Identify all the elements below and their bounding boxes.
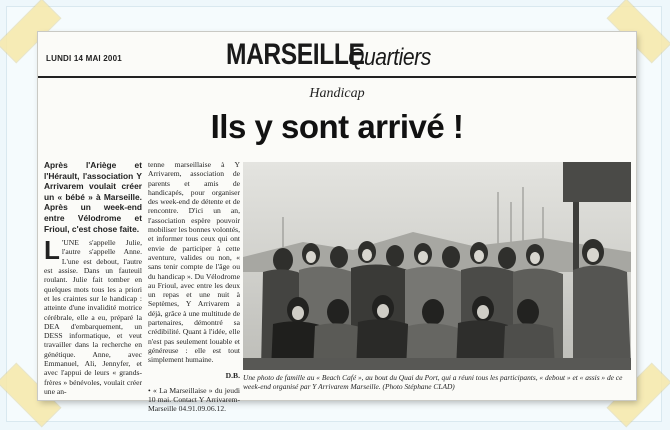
article-column-1 bbox=[44, 160, 142, 396]
drop-cap: L bbox=[44, 235, 60, 266]
group-photo bbox=[243, 162, 631, 370]
author-signature: D.B. bbox=[225, 370, 240, 380]
section-masthead bbox=[226, 38, 431, 72]
section-subtitle: Quartiers bbox=[348, 44, 431, 71]
section-title: MARSEILLE bbox=[226, 38, 365, 71]
masthead-rule bbox=[38, 76, 636, 78]
article-body-1-text: 'UNE s'appelle Julie, l'autre s'appelle Anne. L'une est debout, l'autre est assise. Dans un fauteuil roulant. Julie fait tomber en quelques mots tous les a priori et les craintes sur le handicap : atteinte d'une invalidité motrice cérébrale, elle a eu, préparé la DEA d'embarquement, un DESS informatique, et veut travailler dans la recherche en génétique. Anne, avec Emmanuel, Ali, Jennyfer, et avec l'appui de leurs « grands-frères » bénévoles, voulait créer une an- bbox=[44, 238, 142, 396]
photo-caption: Une photo de famille au « Beach Café », au bout du Quai du Port, qui a réuni tous les participants, « debout » et « assis » de ce week-end organisé par Y Arrivarem Marseille. (Photo Stéphane CLAD) bbox=[243, 373, 623, 391]
contact-info: • « La Marseillaise » du jeudi 10 mai. Contact Y Arrivarem-Marseille 04.91.09.06.12. bbox=[148, 385, 240, 414]
article-body-1 bbox=[44, 235, 142, 396]
article-kicker: Handicap bbox=[309, 86, 365, 101]
article-body-2: tenne marseillaise à Y Arrivarem, association de parents et amis de handicapés, pour organiser des week-end de détente et de rencontre. D'ici un an, l'association espère pouvoir mobiliser les bonnes volontés, et informer tous ceux qui ont envie de participer à cette aventure, valides ou non, « sans tenir compte de l'âge ou du handicap ». Du Vélodrome au Frioul, avec entre les deux un repas et une nuit à Septèmes, Y Arrivarem a déjà, grâce à une multitude de partenaires, démontré sa crédibilité. Quant à l'idée, elle n'est pas seulement louable et généreuse : elle est tout simplement humaine. bbox=[148, 160, 240, 365]
group-photo-illustration bbox=[243, 162, 631, 370]
newspaper-clipping bbox=[38, 32, 636, 414]
article-lede: Après l'Ariège et l'Hérault, l'association Y Arrivarem voulait créer un « bébé » à Marseille. Après un week-end entre Vélodrome et Frioul, c'est chose faite. bbox=[44, 160, 142, 234]
article-headline: Ils y sont arrivé ! bbox=[210, 108, 464, 145]
issue-date: LUNDI 14 MAI 2001 bbox=[46, 54, 122, 63]
article-column-2 bbox=[148, 160, 240, 414]
